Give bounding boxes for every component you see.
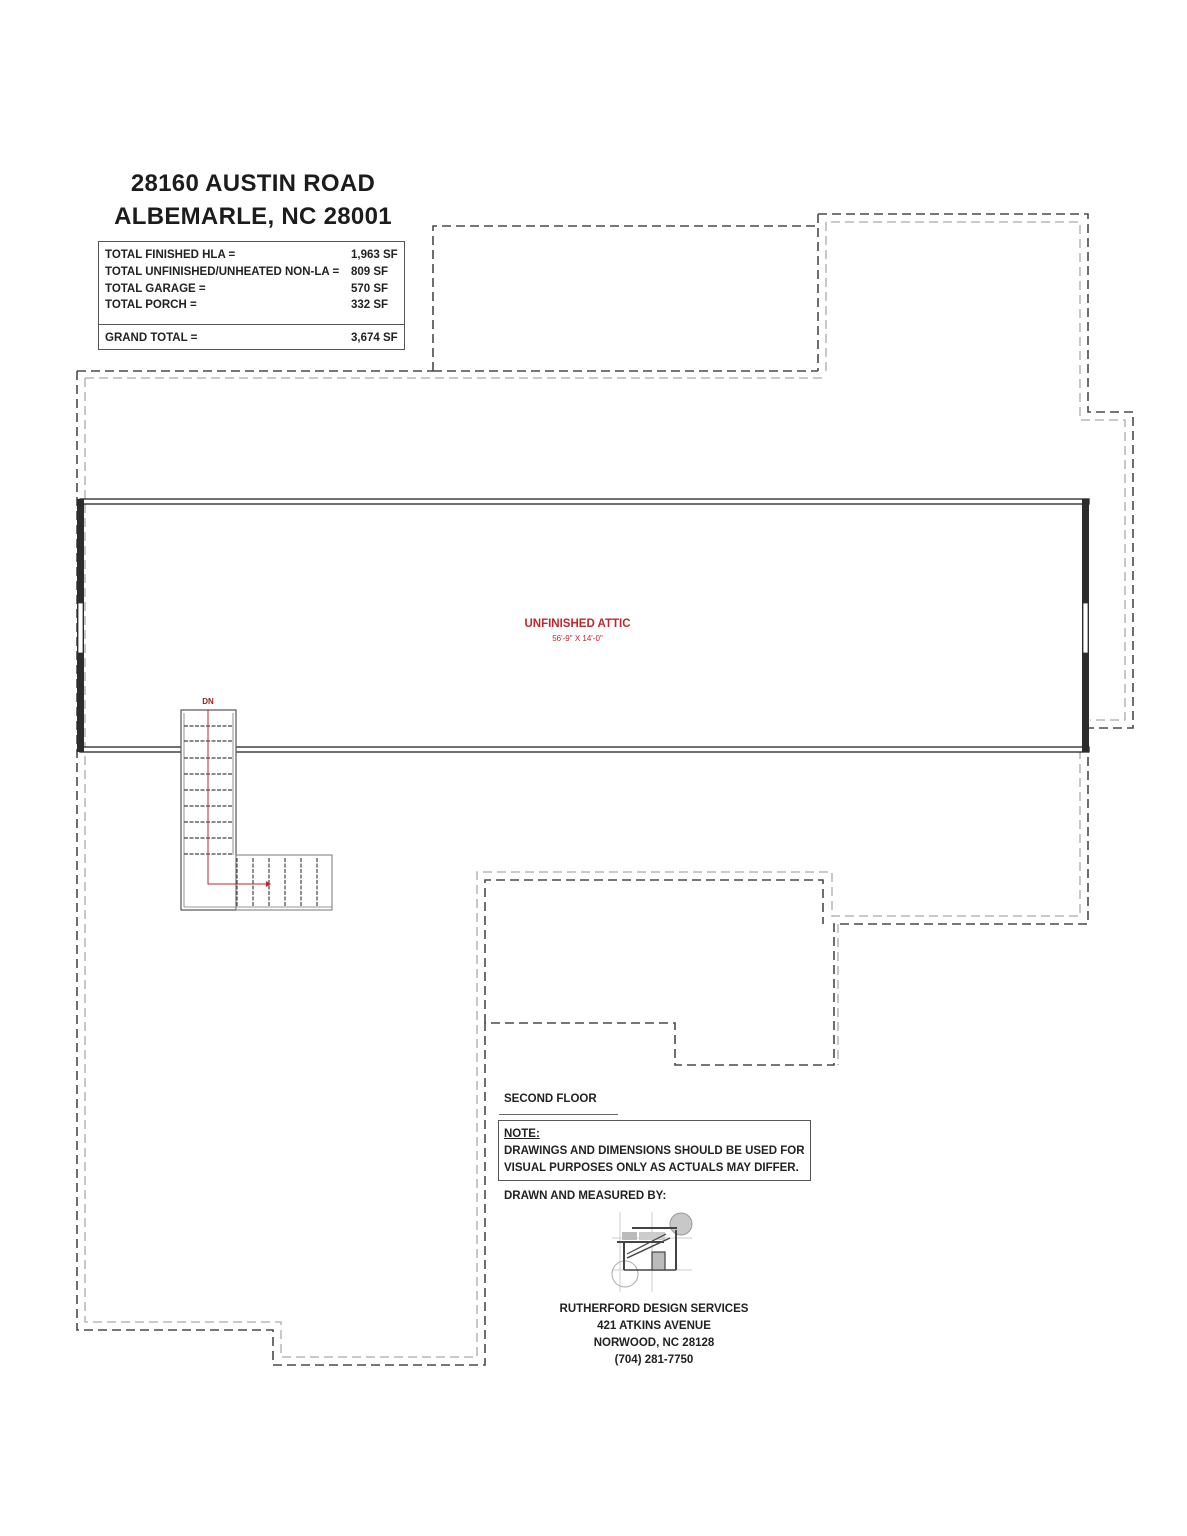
area-row-label: TOTAL PORCH = [105, 299, 197, 311]
address-line-1: 28160 AUSTIN ROAD [130, 170, 376, 197]
grand-total-value: 3,674 SF [351, 332, 398, 344]
address-line-2: ALBEMARLE, NC 28001 [114, 203, 392, 230]
area-row-value: 570 SF [351, 283, 389, 295]
area-row-value: 809 SF [351, 266, 389, 278]
company-street: 421 ATKINS AVENUE [597, 1320, 711, 1332]
area-row-label: TOTAL GARAGE = [105, 283, 206, 295]
floor-label-underline [499, 1114, 618, 1115]
company-name: RUTHERFORD DESIGN SERVICES [559, 1303, 749, 1315]
stair-direction-label: DN [202, 697, 214, 706]
staircase [181, 710, 332, 910]
floor-level-label: SECOND FLOOR [504, 1093, 597, 1105]
house-drafting-logo-icon [612, 1212, 692, 1292]
note-line: DRAWINGS AND DIMENSIONS SHOULD BE USED FOR [504, 1145, 805, 1157]
company-phone: (704) 281-7750 [614, 1354, 694, 1366]
note-title: NOTE: [504, 1128, 540, 1140]
company-city: NORWOOD, NC 28128 [593, 1337, 715, 1349]
disclaimer-note-box [498, 1120, 811, 1181]
room-name-label: UNFINISHED ATTIC [524, 618, 631, 630]
area-row-label: TOTAL UNFINISHED/UNHEATED NON-LA = [105, 266, 340, 278]
drawn-by-label: DRAWN AND MEASURED BY: [504, 1190, 667, 1202]
grand-total-label: GRAND TOTAL = [105, 332, 198, 344]
east-window [1083, 603, 1088, 653]
area-row-label: TOTAL FINISHED HLA = [105, 249, 236, 261]
area-row-value: 332 SF [351, 299, 389, 311]
note-line: VISUAL PURPOSES ONLY AS ACTUALS MAY DIFFER. [504, 1162, 799, 1174]
area-row-value: 1,963 SF [351, 249, 398, 261]
north-wall [80, 499, 1089, 504]
first-floor-outline-light [85, 222, 1125, 1357]
room-dimensions-label: 56'-9" X 14'-0" [552, 634, 603, 643]
west-window [78, 603, 83, 653]
